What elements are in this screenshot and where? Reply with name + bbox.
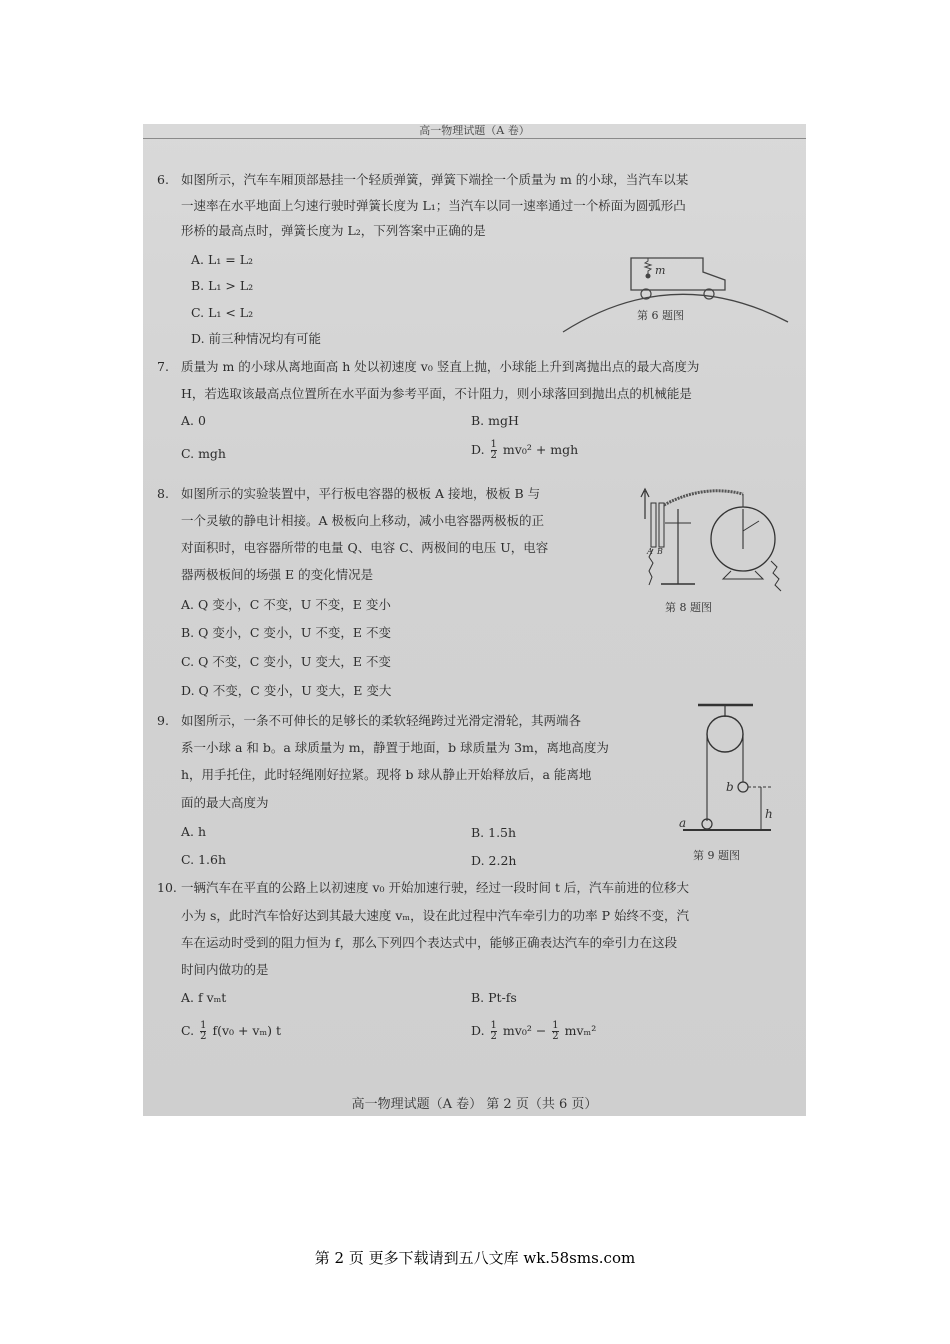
q6-option-d: D. 前三种情况均有可能 [191, 331, 322, 346]
q8-line-3: 对面积时，电容器所带的电量 Q、电容 C、两极间的电压 U，电容 [181, 540, 549, 555]
q6-number: 6. [157, 172, 169, 187]
q6-figure-mass-label: m [655, 264, 666, 277]
sheet-footer: 高一物理试题（A 卷） 第 2 页（共 6 页） [351, 1097, 598, 1112]
q8-option-c: C. Q 不变，C 变小，U 变大，E 不变 [181, 654, 391, 669]
q9-figure-ball-b-label: b [726, 780, 734, 794]
q8-figure-caption: 第 8 题图 [665, 601, 712, 614]
page-footer: 第 2 页 更多下载请到五八文库 wk.58sms.com [314, 1249, 636, 1267]
q10-option-c-fraction [200, 1021, 206, 1042]
q6-car-on-bridge-figure [553, 242, 793, 338]
q8-line-1: 如图所示的实验装置中，平行板电容器的极板 A 接地，极板 B 与 [181, 486, 541, 501]
q8-line-4: 器两极板间的场强 E 的变化情况是 [181, 567, 374, 582]
q8-capacitor-electroscope-figure [623, 479, 793, 599]
q10-line-3: 车在运动时受到的阻力恒为 f，那么下列四个表达式中，能够正确表达汽车的牵引力在这段 [181, 935, 678, 950]
q9-option-b: B. 1.5h [471, 825, 517, 840]
q9-line-4: 面的最大高度为 [181, 795, 269, 810]
q6-line-3: 形桥的最高点时，弹簧长度为 L₂，下列答案中正确的是 [181, 223, 486, 238]
q10-option-c [181, 1021, 281, 1042]
q10-option-d-expression: mvₘ² [564, 1023, 597, 1038]
q9-line-1: 如图所示，一条不可伸长的足够长的柔软轻绳跨过光滑定滑轮，其两端各 [181, 713, 582, 728]
q10-option-d [471, 1021, 596, 1042]
q10-option-d-fraction-2 [552, 1021, 558, 1042]
q10-option-d-fraction-2-den: 2 [552, 1031, 559, 1042]
q7-option-d-prefix: D. [471, 442, 485, 457]
q10-option-c-prefix: C. [181, 1023, 195, 1038]
q9-figure-caption: 第 9 题图 [693, 849, 740, 862]
q6-line-2: 一速率在水平地面上匀速行驶时弹簧长度为 L₁；当汽车以同一速率通过一个桥面为圆弧形凸 [181, 198, 686, 213]
q10-option-c-fraction-den: 2 [200, 1031, 207, 1042]
q7-option-d-fraction [491, 440, 497, 461]
q8-figure-plate-a-label: A [647, 547, 653, 556]
q6-option-b: B. L₁ > L₂ [191, 278, 254, 293]
q10-line-1: 一辆汽车在平直的公路上以初速度 v₀ 开始加速行驶，经过一段时间 t 后，汽车前进的位移大 [181, 880, 689, 895]
q9-number: 9. [157, 713, 169, 728]
q9-line-3: h，用手托住，此时轻绳刚好拉紧。现将 b 球从静止开始释放后，a 能离地 [181, 767, 592, 782]
sheet-header: 高一物理试题（A 卷） [143, 124, 806, 139]
exam-sheet-photo [143, 124, 806, 1116]
q9-option-c: C. 1.6h [181, 852, 226, 867]
q10-option-d-fraction-1-den: 2 [490, 1031, 497, 1042]
q7-option-a: A. 0 [181, 413, 206, 428]
q7-number: 7. [157, 359, 169, 374]
q10-line-2: 小为 s，此时汽车恰好达到其最大速度 vₘ，设在此过程中汽车牵引力的功率 P 始终不变，汽 [181, 908, 689, 923]
q7-option-d-fraction-num: 1 [490, 439, 497, 450]
q8-option-d: D. Q 不变，C 变小，U 变大，E 变大 [181, 683, 392, 698]
q8-option-a: A. Q 变小，C 不变，U 不变，E 变小 [181, 597, 391, 612]
q7-option-d-fraction-den: 2 [490, 450, 497, 461]
q10-option-c-expression: f(v₀ + vₘ) t [212, 1023, 282, 1038]
q8-option-b: B. Q 变小，C 变小，U 不变，E 不变 [181, 625, 391, 640]
q7-option-c: C. mgh [181, 446, 226, 461]
q6-figure-caption: 第 6 题图 [637, 309, 684, 322]
q8-figure-plate-b-label: B [657, 547, 663, 556]
q9-pulley-figure [673, 699, 773, 834]
q9-line-2: 系一小球 a 和 b。a 球质量为 m，静置于地面，b 球质量为 3m，离地高度为 [181, 740, 609, 755]
q6-option-c: C. L₁ < L₂ [191, 305, 254, 320]
q9-figure-height-label: h [765, 807, 773, 821]
q10-option-d-prefix: D. [471, 1023, 485, 1038]
q7-line-2: H，若选取该最高点位置所在水平面为参考平面，不计阻力，则小球落回到抛出点的机械能是 [181, 386, 692, 401]
q6-option-a: A. L₁ = L₂ [191, 252, 254, 267]
q10-line-4: 时间内做功的是 [181, 962, 269, 977]
q10-number: 10. [157, 880, 177, 895]
q9-option-a: A. h [181, 824, 207, 839]
q10-option-d-middle: mv₀² − [502, 1023, 547, 1038]
q8-line-2: 一个灵敏的静电计相接。A 极板向上移动，减小电容器两极板的正 [181, 513, 545, 528]
q7-line-1: 质量为 m 的小球从离地面高 h 处以初速度 v₀ 竖直上抛，小球能上升到离抛出点的最大高度为 [181, 359, 700, 374]
q10-option-d-fraction-1 [491, 1021, 497, 1042]
q10-option-c-fraction-num: 1 [200, 1020, 207, 1031]
q10-option-d-fraction-1-num: 1 [490, 1020, 497, 1031]
q10-option-b: B. Pt-fs [471, 990, 517, 1005]
q7-option-d-expression: mv₀² + mgh [502, 442, 579, 457]
q9-figure-ball-a-label: a [679, 816, 687, 830]
q7-option-b: B. mgH [471, 413, 519, 428]
q10-option-d-fraction-2-num: 1 [552, 1020, 559, 1031]
q9-option-d: D. 2.2h [471, 853, 517, 868]
q8-number: 8. [157, 486, 169, 501]
q6-line-1: 如图所示，汽车车厢顶部悬挂一个轻质弹簧，弹簧下端拴一个质量为 m 的小球，当汽车以某 [181, 172, 689, 187]
q7-option-d [471, 440, 578, 461]
q10-option-a: A. f vₘt [181, 990, 227, 1005]
